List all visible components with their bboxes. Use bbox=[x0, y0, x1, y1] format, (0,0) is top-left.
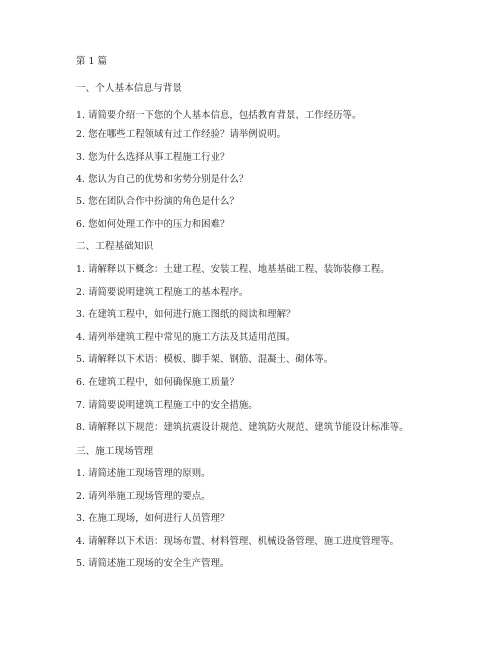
part-title: 第 1 篇 bbox=[76, 56, 107, 67]
question-item: 6. 您如何处理工作中的压力和困难？ bbox=[76, 219, 230, 230]
question-item: 5. 请简述施工现场的安全生产管理。 bbox=[76, 558, 230, 569]
question-item: 4. 您认为自己的优势和劣势分别是什么？ bbox=[76, 174, 249, 185]
question-item: 7. 请简要说明建筑工程施工中的安全措施。 bbox=[76, 400, 258, 411]
question-item: 6. 在建筑工程中，如何确保施工质量？ bbox=[76, 377, 239, 388]
section-heading: 二、工程基础知识 bbox=[76, 241, 154, 252]
question-item: 5. 您在团队合作中扮演的角色是什么？ bbox=[76, 196, 239, 207]
question-item: 4. 请解释以下术语：现场布置、材料管理、机械设备管理、施工进度管理等。 bbox=[76, 536, 400, 547]
question-item: 3. 您为什么选择从事工程施工行业？ bbox=[76, 152, 230, 163]
section-heading: 一、个人基本信息与背景 bbox=[76, 83, 183, 94]
question-item: 2. 请简要说明建筑工程施工的基本程序。 bbox=[76, 287, 249, 298]
question-item: 8. 请解释以下规范：建筑抗震设计规范、建筑防火规范、建筑节能设计标准等。 bbox=[76, 422, 409, 433]
question-item: 1. 请简述施工现场管理的原则。 bbox=[76, 468, 211, 479]
question-item: 2. 请列举施工现场管理的要点。 bbox=[76, 491, 211, 502]
question-item: 3. 在施工现场，如何进行人员管理？ bbox=[76, 513, 230, 524]
question-item: 4. 请列举建筑工程中常见的施工方法及其适用范围。 bbox=[76, 332, 296, 343]
section-heading: 三、施工现场管理 bbox=[76, 446, 154, 457]
question-item: 1. 请解释以下概念：土建工程、安装工程、地基基础工程、装饰装修工程。 bbox=[76, 264, 390, 275]
question-item: 1. 请简要介绍一下您的个人基本信息，包括教育背景、工作经历等。 bbox=[76, 110, 362, 121]
question-item: 3. 在建筑工程中，如何进行施工图纸的阅读和理解？ bbox=[76, 309, 296, 320]
question-item: 2. 您在哪些工程领域有过工作经验？请举例说明。 bbox=[76, 129, 287, 140]
question-item: 5. 请解释以下术语：模板、脚手架、钢筋、混凝土、砌体等。 bbox=[76, 354, 334, 365]
